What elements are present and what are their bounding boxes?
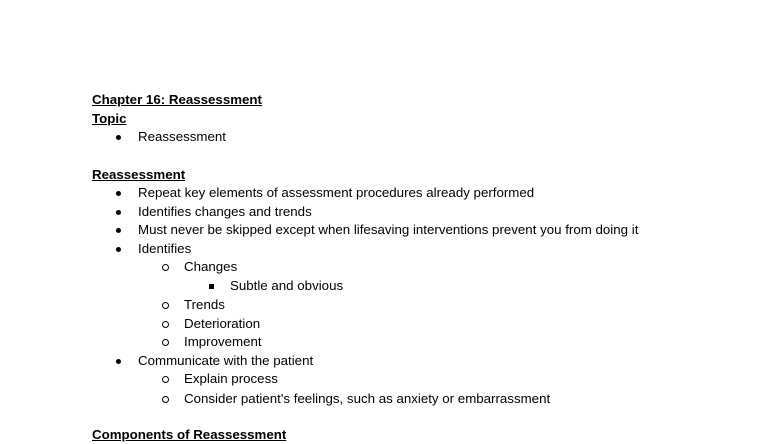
bullet-circle-icon [162,321,169,328]
list-item: Subtle and obvious [230,278,344,293]
list-item: Improvement [184,334,262,349]
list-item: Trends [184,297,225,312]
bullet-disc-icon [116,228,121,233]
topic-heading: Topic [92,111,127,126]
bullet-disc-icon [116,210,121,215]
list-item: Deterioration [184,316,261,331]
bullet-circle-icon [162,302,169,309]
bullet-disc-icon [116,359,121,364]
list-item: Explain process [184,371,278,386]
bullet-circle-icon [162,396,169,403]
list-item: Identifies changes and trends [138,204,312,219]
topic-item: Reassessment [138,129,226,144]
bullet-circle-icon [162,376,169,383]
chapter-title: Chapter 16: Reassessment [92,92,262,107]
bullet-disc-icon [116,135,121,140]
list-item: Communicate with the patient [138,353,314,368]
bullet-square-icon [209,284,214,289]
bullet-circle-icon [162,264,169,271]
components-heading: Components of Reassessment [92,427,287,442]
list-item: Must never be skipped except when lifesaving interventions prevent you from doing it [138,222,639,237]
list-item: Consider patient's feelings, such as anxiety or embarrassment [184,391,551,406]
bullet-circle-icon [162,339,169,346]
list-item: Changes [184,259,238,274]
list-item: Identifies [138,241,192,256]
list-item: Repeat key elements of assessment procedures already performed [138,185,535,200]
bullet-disc-icon [116,247,121,252]
section-heading: Reassessment [92,167,186,182]
bullet-disc-icon [116,191,121,196]
